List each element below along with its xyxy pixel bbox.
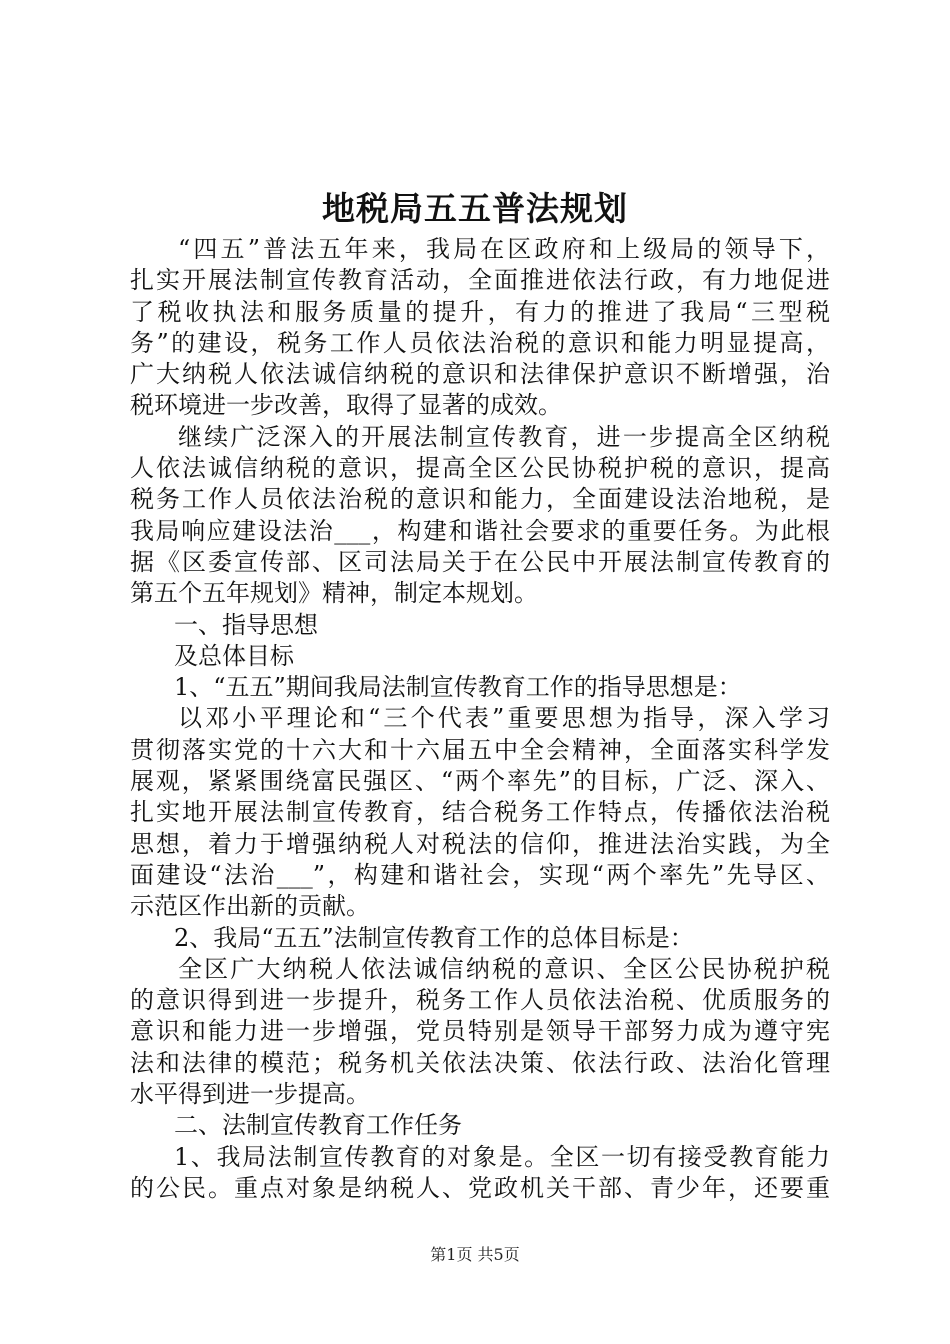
text-line: 扎实地开展法制宣传教育，结合税务工作特点，传播依法治税 [130,798,830,827]
text-line: 据《区委宣传部、区司法局关于在公民中开展法制宣传教育的 [130,547,830,576]
text-line: 示范区作出新的贡献。 [130,892,370,921]
text-line: “四五”普法五年来，我局在区政府和上级局的领导下， [178,235,830,263]
text-line: 法和法律的模范；税务机关依法决策、依法行政、法治化管理 [130,1048,830,1077]
text-line: 继续广泛深入的开展法制宣传教育，进一步提高全区纳税 [178,422,830,451]
document-title: 地税局五五普法规划 [322,189,628,228]
text-line: 税环境进一步改善，取得了显著的成效。 [130,391,562,420]
text-line: 1、“五五”期间我局法制宣传教育工作的指导思想是： [174,673,742,702]
text-line: 二、法制宣传教育工作任务 [174,1111,462,1140]
text-line: 全区广大纳税人依法诚信纳税的意识、全区公民协税护税 [178,954,830,983]
text-line: 务”的建设，税务工作人员依法治税的意识和能力明显提高， [130,328,830,357]
text-line: 2、我局“五五”法制宣传教育工作的总体目标是： [174,923,694,952]
text-line: 思想，着力于增强纳税人对税法的信仰，推进法治实践，为全 [130,829,830,858]
text-line: 面建设“法治___”，构建和谐社会，实现“两个率先”先导区、 [130,860,830,889]
text-line: 的意识得到进一步提升，税务工作人员依法治税、优质服务的 [130,986,830,1015]
text-line: 我局响应建设法治___，构建和谐社会要求的重要任务。为此根 [130,516,830,545]
document-body [130,234,830,1204]
text-line: 意识和能力进一步增强，党员特别是领导干部努力成为遵守宪 [130,1017,830,1046]
text-line: 一、指导思想 [174,610,318,639]
text-line: 1、我局法制宣传教育的对象是。全区一切有接受教育能力 [174,1142,830,1171]
text-line: 人依法诚信纳税的意识，提高全区公民协税护税的意识，提高 [130,454,830,483]
text-line: 水平得到进一步提高。 [130,1080,370,1109]
text-line: 广大纳税人依法诚信纳税的意识和法律保护意识不断增强，治 [130,360,830,389]
text-line: 以邓小平理论和“三个代表”重要思想为指导，深入学习 [178,704,830,733]
text-line: 贯彻落实党的十六大和十六届五中全会精神，全面落实科学发 [130,735,830,764]
text-line: 第五个五年规划》精神，制定本规划。 [130,579,538,608]
text-line: 了税收执法和服务质量的提升，有力的推进了我局“三型税 [130,297,830,326]
page-footer: 第1页 共5页 [430,1245,520,1264]
text-line: 的公民。重点对象是纳税人、党政机关干部、青少年，还要重 [130,1173,830,1202]
text-line: 展观，紧紧围绕富民强区、“两个率先”的目标，广泛、深入、 [130,767,830,796]
text-line: 及总体目标 [174,641,294,670]
text-line: 税务工作人员依法治税的意识和能力，全面建设法治地税，是 [130,485,830,514]
text-line: 扎实开展法制宣传教育活动，全面推进依法行政，有力地促进 [130,266,830,295]
